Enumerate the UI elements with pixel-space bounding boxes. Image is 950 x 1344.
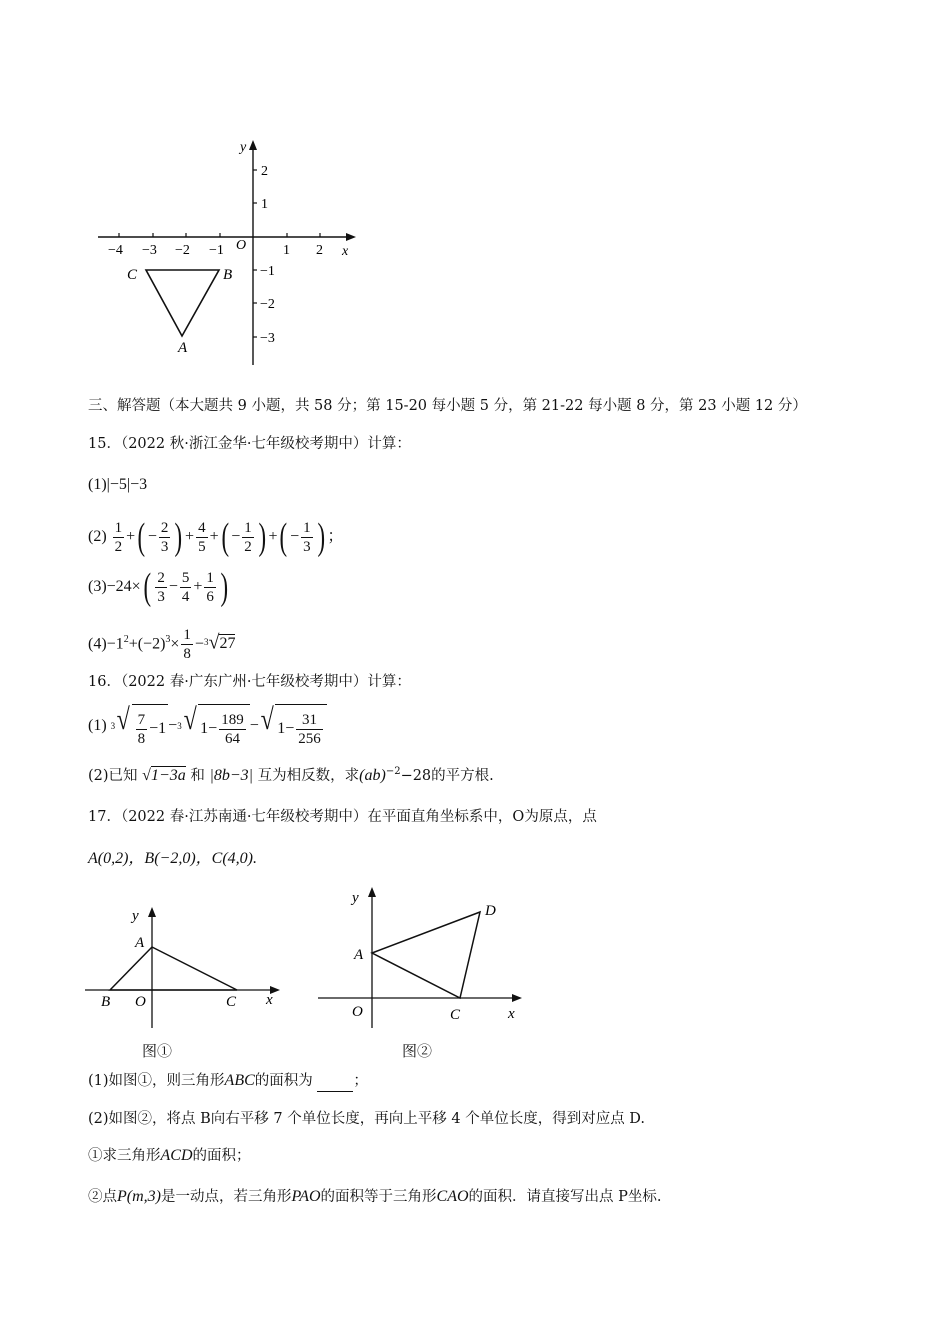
q15-part4: $(4)-1^2+(-2)^3\times$ $\frac{1}{8}$ −$^3$√27 — [88, 627, 236, 663]
figure-2-triangle-acd — [310, 880, 535, 1030]
q16-title: 16．（2022 春·广东广州·七年级校考期中）计算： — [88, 674, 411, 690]
x-tick: −2 — [175, 243, 190, 258]
x-tick: −4 — [108, 243, 123, 258]
point-label-a: A — [178, 340, 188, 356]
q15-part2: (2) $\frac{1}{2}$ +( − $\frac{2}{3}$ ) + $\frac{4}{5}$ +( − $\frac{1}{2}$ ) +( − $\frac{1}{3}$ ) ； — [88, 516, 344, 559]
x-tick: −1 — [209, 243, 224, 258]
q16-part2: (2)已知 √1−3a 和 |8b−3| 互为相反数，求(ab)$^{-2}$−28的平方根. — [88, 766, 494, 784]
svg-text:O: O — [352, 1004, 363, 1020]
x-tick: −3 — [142, 243, 157, 258]
coordinate-graph-triangle — [90, 135, 370, 370]
x-tick: 2 — [316, 243, 323, 258]
y-axis-label: y — [240, 140, 247, 155]
figure-1-triangle-abc — [80, 900, 290, 1040]
figure-2-caption: 图② — [402, 1042, 433, 1060]
q17-part2-ii: ②点P(m,3)是一动点，若三角形PAO的面积等于三角形CAO的面积．请直接写出点 P坐标. — [88, 1188, 662, 1205]
origin-label: O — [236, 238, 247, 253]
svg-text:B: B — [101, 994, 111, 1010]
figure-1-caption: 图① — [142, 1042, 173, 1060]
y-tick: −1 — [260, 264, 275, 279]
x-tick: 1 — [283, 243, 290, 258]
svg-text:D: D — [485, 903, 496, 919]
q17-part2-i: ①求三角形ACD的面积； — [88, 1147, 251, 1164]
point-label-c: C — [127, 267, 138, 283]
svg-text:C: C — [226, 994, 237, 1010]
q15-title: 15．（2022 秋·浙江金华·七年级校考期中）计算： — [88, 436, 411, 452]
y-tick: −2 — [260, 297, 275, 312]
answer-blank[interactable] — [317, 1077, 353, 1092]
svg-text:x: x — [266, 992, 273, 1008]
y-tick: 1 — [261, 197, 268, 212]
x-axis-label: x — [342, 244, 349, 259]
svg-text:C: C — [450, 1007, 461, 1023]
q17-title: 17．（2022 春·江苏南通·七年级校考期中）在平面直角坐标系中，O为原点，点 — [88, 809, 597, 825]
y-tick: 2 — [261, 164, 268, 179]
svg-text:y: y — [132, 908, 139, 924]
q17-part2: (2)如图②，将点 B向右平移 7 个单位长度，再向上平移 4 个单位长度，得到对应点 D. — [88, 1111, 646, 1127]
q15-part1: (1)|−5|−3 — [88, 476, 148, 493]
point-label-b: B — [223, 267, 233, 283]
q15-part3: (3)−24×( $\frac{2}{3}$ − $\frac{5}{4}$ + $\frac{1}{6}$ ) — [88, 566, 229, 609]
section-heading: 三、解答题（本大题共 9 小题，共 58 分；第 15-20 每小题 5 分，第 21-22 每小题 8 分，第 23 小题 12 分） — [88, 398, 807, 414]
svg-text:A: A — [354, 947, 364, 963]
svg-text:A: A — [135, 935, 145, 951]
svg-text:O: O — [135, 994, 146, 1010]
y-tick: −3 — [260, 331, 275, 346]
svg-text:x: x — [508, 1006, 515, 1022]
q17-part1: (1)如图①，则三角形ABC的面积为 ； — [88, 1070, 368, 1092]
svg-text:y: y — [352, 890, 359, 906]
q17-coords: A(0,2)，B(−2,0)，C(4,0). — [88, 850, 257, 867]
q16-part1: (1) $^3$ √ $\frac{7}{8}$ −1 −$^3$ √ 1− $\frac{189}{64}$ − √ 1− $\frac{31}{256}$ — [88, 700, 327, 753]
